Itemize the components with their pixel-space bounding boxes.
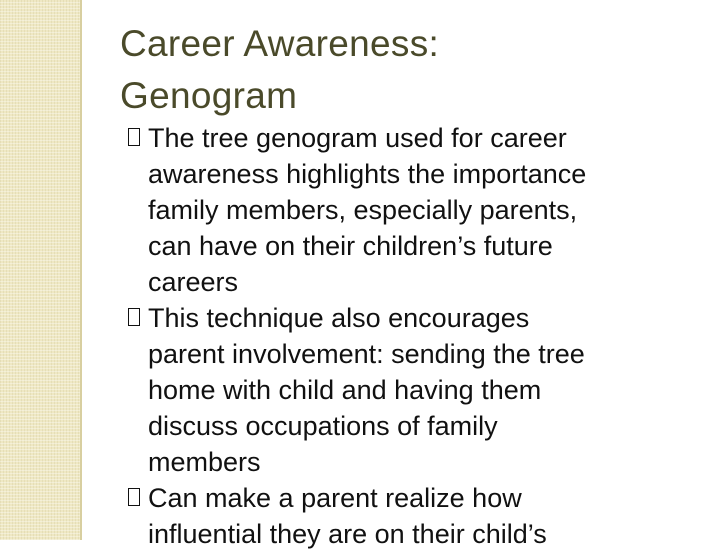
bullet-text-line: parent involvement: sending the tree [148, 339, 585, 369]
bullet-text-line: awareness highlights the importance [148, 159, 587, 189]
bullet-text-line: can have on their children’s future [148, 231, 553, 261]
bullet-item-tree-genogram [128, 120, 688, 300]
side-band-divider [80, 0, 82, 540]
bullet-text-line: members [148, 447, 261, 477]
bullet-marker-icon [128, 488, 140, 506]
slide-title-line-1: Career Awareness: [120, 23, 440, 64]
bullet-list [128, 120, 688, 552]
decorative-side-band [0, 0, 80, 540]
bullet-marker-icon [128, 128, 140, 146]
bullet-text-line: influential they are on their child’s [148, 519, 547, 549]
bullet-marker-icon [128, 308, 140, 326]
slide-title [120, 18, 439, 122]
bullet-text-line: careers [148, 267, 239, 297]
bullet-text-line: This technique also encourages [148, 303, 530, 333]
bullet-text-line: home with child and having them [148, 375, 542, 405]
bullet-item-parent-involvement [128, 300, 688, 480]
bullet-item-parent-realize [128, 480, 688, 552]
bullet-text-line: Can make a parent realize how [148, 483, 522, 513]
bullet-text-line: The tree genogram used for career [148, 123, 567, 153]
bullet-text-line: discuss occupations of family [148, 411, 498, 441]
bullet-text-line: family members, especially parents, [148, 195, 578, 225]
slide-title-line-2: Genogram [120, 75, 298, 116]
